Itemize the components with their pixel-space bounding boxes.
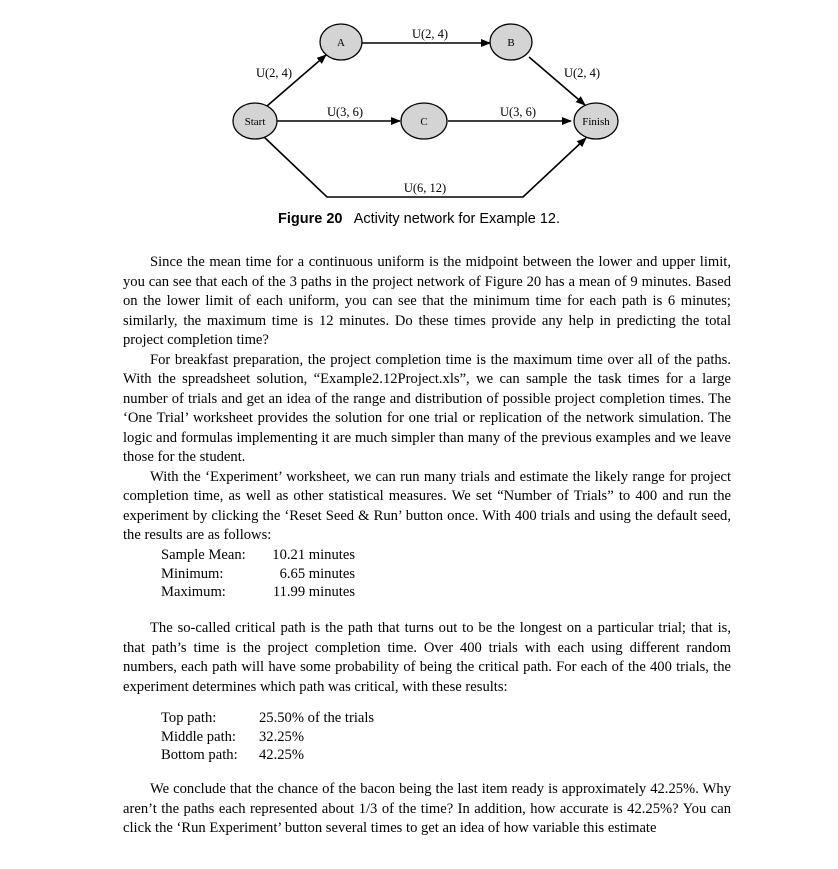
paragraph: For breakfast preparation, the project completion time is the maximum time over all of the paths. With the spreadsheet solution, “Example2.12Project.xls”, we can sample the task times for a large number of trials and get an idea of the range and distribution of possible project completion times. The ‘One Trial’ worksheet provides the solution for one trial or replication of the network simulation. The logic and formulas implementing it are much simpler than many of the previous examples and we leave those for the student. [123,351,731,465]
edge-label-start-c: U(3, 6) [326,105,364,119]
results-label: Sample Mean: [161,547,246,563]
results-value: 10.21 minutes [272,547,355,563]
critical-path-row [161,746,374,765]
edge-label-start-a: U(2, 4) [255,66,293,80]
edge-start-a [267,55,326,106]
body-block-2 [123,619,731,697]
paragraph: The so-called critical path is the path that turns out to be the longest on a particular trial; that is, that path’s time is the project completion time. Over 400 trials with each using different random numbers, each path will have some probability of being the critical path. For each of the 400 trials, the experiment determines which path was critical, with these results: [123,620,731,695]
critical-path-value: 25.50% of the trials [259,710,375,726]
critical-path-row [161,709,374,728]
node-b-label: B [507,37,515,49]
results-value: 11.99 minutes [272,584,355,600]
paragraph: Since the mean time for a continuous uniform is the midpoint between the lower and upper limit, you can see that each of the 3 paths in the project network of Figure 20 has a mean of 9 minutes. Based on the lower limit of each uniform, you can see that the minimum time for each path is 6 minutes; similarly, the maximum time is 12 minutes. Do these times provide any help in predicting the total project completion time? [123,254,731,348]
results-row [161,546,355,565]
critical-path-row [161,728,374,747]
critical-path-label: Top path: [161,710,217,726]
results-table [161,546,355,602]
critical-path-label: Bottom path: [161,747,238,763]
node-a-label: A [337,37,345,49]
edge-b-finish [529,57,585,105]
results-value: 6.65 minutes [279,565,355,582]
body-block-3 [123,780,731,839]
figure-caption [0,211,838,227]
critical-path-value: 32.25% [259,728,304,745]
paragraph: With the ‘Experiment’ worksheet, we can run many trials and estimate the likely range for project completion time, as well as other statistical measures. We set “Number of Trials” to 400 and run the experiment by clicking the ‘Reset Seed & Run’ button once. With 400 trials and using the default seed, the results are as follows: [123,468,731,543]
edge-label-a-b: U(2, 4) [411,27,449,41]
edge-label-b-finish: U(2, 4) [563,66,601,80]
edge-label-c-finish: U(3, 6) [499,105,537,119]
figure-number: Figure 20 [277,211,343,227]
results-label: Maximum: [161,584,226,600]
body-block-1 [123,253,731,546]
node-finish-label: Finish [582,116,610,128]
critical-path-table [161,709,374,765]
edge-label-start-finish: U(6, 12) [403,181,447,195]
node-start-label: Start [244,116,266,128]
figure-caption-text: Activity network for Example 12. [353,211,560,227]
activity-network-diagram [0,0,838,240]
results-row [161,565,355,584]
results-row [161,583,355,602]
critical-path-value: 42.25% [259,747,304,763]
results-label: Minimum: [161,565,224,582]
critical-path-label: Middle path: [161,728,236,745]
node-c-label: C [420,116,428,128]
paragraph: We conclude that the chance of the bacon being the last item ready is approximately 42.25%. Why aren’t the paths each represented about 1/3 of the time? In addition, how accurate is 42.25%? You can click the ‘Run Experiment’ button several times to get an idea of how variable this estimate [123,781,731,836]
